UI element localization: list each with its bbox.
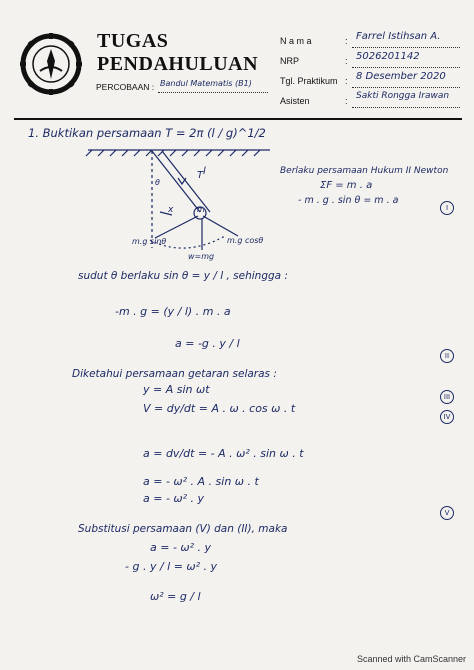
- newton-eq: - m . g . sin θ = m . a: [298, 195, 399, 206]
- scanner-watermark: Scanned with CamScanner: [356, 654, 466, 664]
- eq-label-I: I: [440, 201, 454, 215]
- substitusi-text: Substitusi persamaan (V) dan (II), maka: [78, 523, 288, 535]
- eq-label-III: III: [440, 390, 454, 404]
- eq6: a = - ω² . A . sin ω . t: [143, 475, 259, 488]
- eq-label-IV: IV: [440, 410, 454, 424]
- fig-label-T: T: [197, 170, 204, 181]
- eq1: -m . g = (y / l) . m . a: [115, 305, 231, 318]
- percobaan-value: Bandul Matematis (B1): [160, 79, 252, 88]
- fig-label-theta: θ: [155, 178, 160, 187]
- eq5: a = dv/dt = - A . ω² . sin ω . t: [143, 447, 304, 460]
- header-title-line2: PENDAHULUAN: [97, 53, 259, 75]
- eq2: a = -g . y / l: [175, 337, 240, 350]
- fig-label-l: l: [203, 166, 206, 177]
- eq8: a = - ω² . y: [150, 541, 212, 554]
- eq7: a = - ω² . y: [143, 492, 205, 505]
- header-title-line1: TUGAS: [97, 30, 169, 52]
- fig-label-mgcos: m.g cosθ: [227, 236, 264, 245]
- field-label-nrp: NRP: [280, 56, 300, 66]
- field-value-nrp: 5026201142: [356, 51, 420, 62]
- eq4: V = dy/dt = A . ω . cos ω . t: [143, 402, 296, 415]
- eq9: - g . y / l = ω² . y: [125, 560, 218, 573]
- eq10: ω² = g / l: [150, 590, 201, 603]
- eq-label-V: V: [440, 506, 454, 520]
- field-value-asisten: Sakti Rongga Irawan: [356, 91, 450, 101]
- eq-label-II: II: [440, 349, 454, 363]
- field-value-tgl: 8 Desember 2020: [356, 71, 446, 82]
- fig-label-m: m: [197, 205, 205, 214]
- diketahui-text: Diketahui persamaan getaran selaras :: [72, 368, 277, 380]
- field-label-asisten: Asisten: [280, 96, 310, 106]
- fig-label-w: w=mg: [188, 252, 215, 261]
- newton-sum-force: ΣF = m . a: [320, 180, 373, 191]
- percobaan-label: PERCOBAAN :: [96, 82, 155, 92]
- field-value-nama: Farrel Istihsan A.: [356, 31, 441, 42]
- worksheet-page: TUGAS PENDAHULUAN PERCOBAAN : Bandul Matematis (B1) N a m a : Farrel Istihsan A. NRP : 5026201142 Tgl. Praktikum : 8 Desember 2020 Asisten : Sakti Rongga Irawan T l m x θ m.g sinθ m.g cosθ w=mg 1. Buktikan persamaan T = 2π (l / g)^1/2 Berlaku persamaan Hukum II Newton ΣF = m . a - m . g . sin θ = m . a I sudut θ berlaku sin θ = y / l , sehingga : -m . g = (y / l) . m . a a = -g . y / l II Diketahui persamaan getaran selaras : y = A sin ωt III V = dy/dt = A . ω . cos ω . t IV a = dv/dt = - A . ω² . sin ω . t a = - ω² . A . sin ω . t a = - ω² . y V Substitusi persamaan (V) dan (II), maka a = - ω² . y - g . y / l = ω² . y ω² = g / l Scanned with CamScanner: [0, 0, 474, 670]
- sudut-text: sudut θ berlaku sin θ = y / l , sehingga :: [78, 270, 288, 282]
- field-label-tgl: Tgl. Praktikum: [280, 76, 338, 86]
- problem-statement: 1. Buktikan persamaan T = 2π (l / g)^1/2: [28, 126, 266, 140]
- fig-label-mgsin: m.g sinθ: [132, 237, 167, 246]
- field-label-nama: N a m a: [280, 36, 312, 46]
- newton-law-text: Berlaku persamaan Hukum II Newton: [280, 166, 449, 176]
- fig-label-x: x: [168, 205, 174, 215]
- eq3: y = A sin ωt: [143, 383, 210, 396]
